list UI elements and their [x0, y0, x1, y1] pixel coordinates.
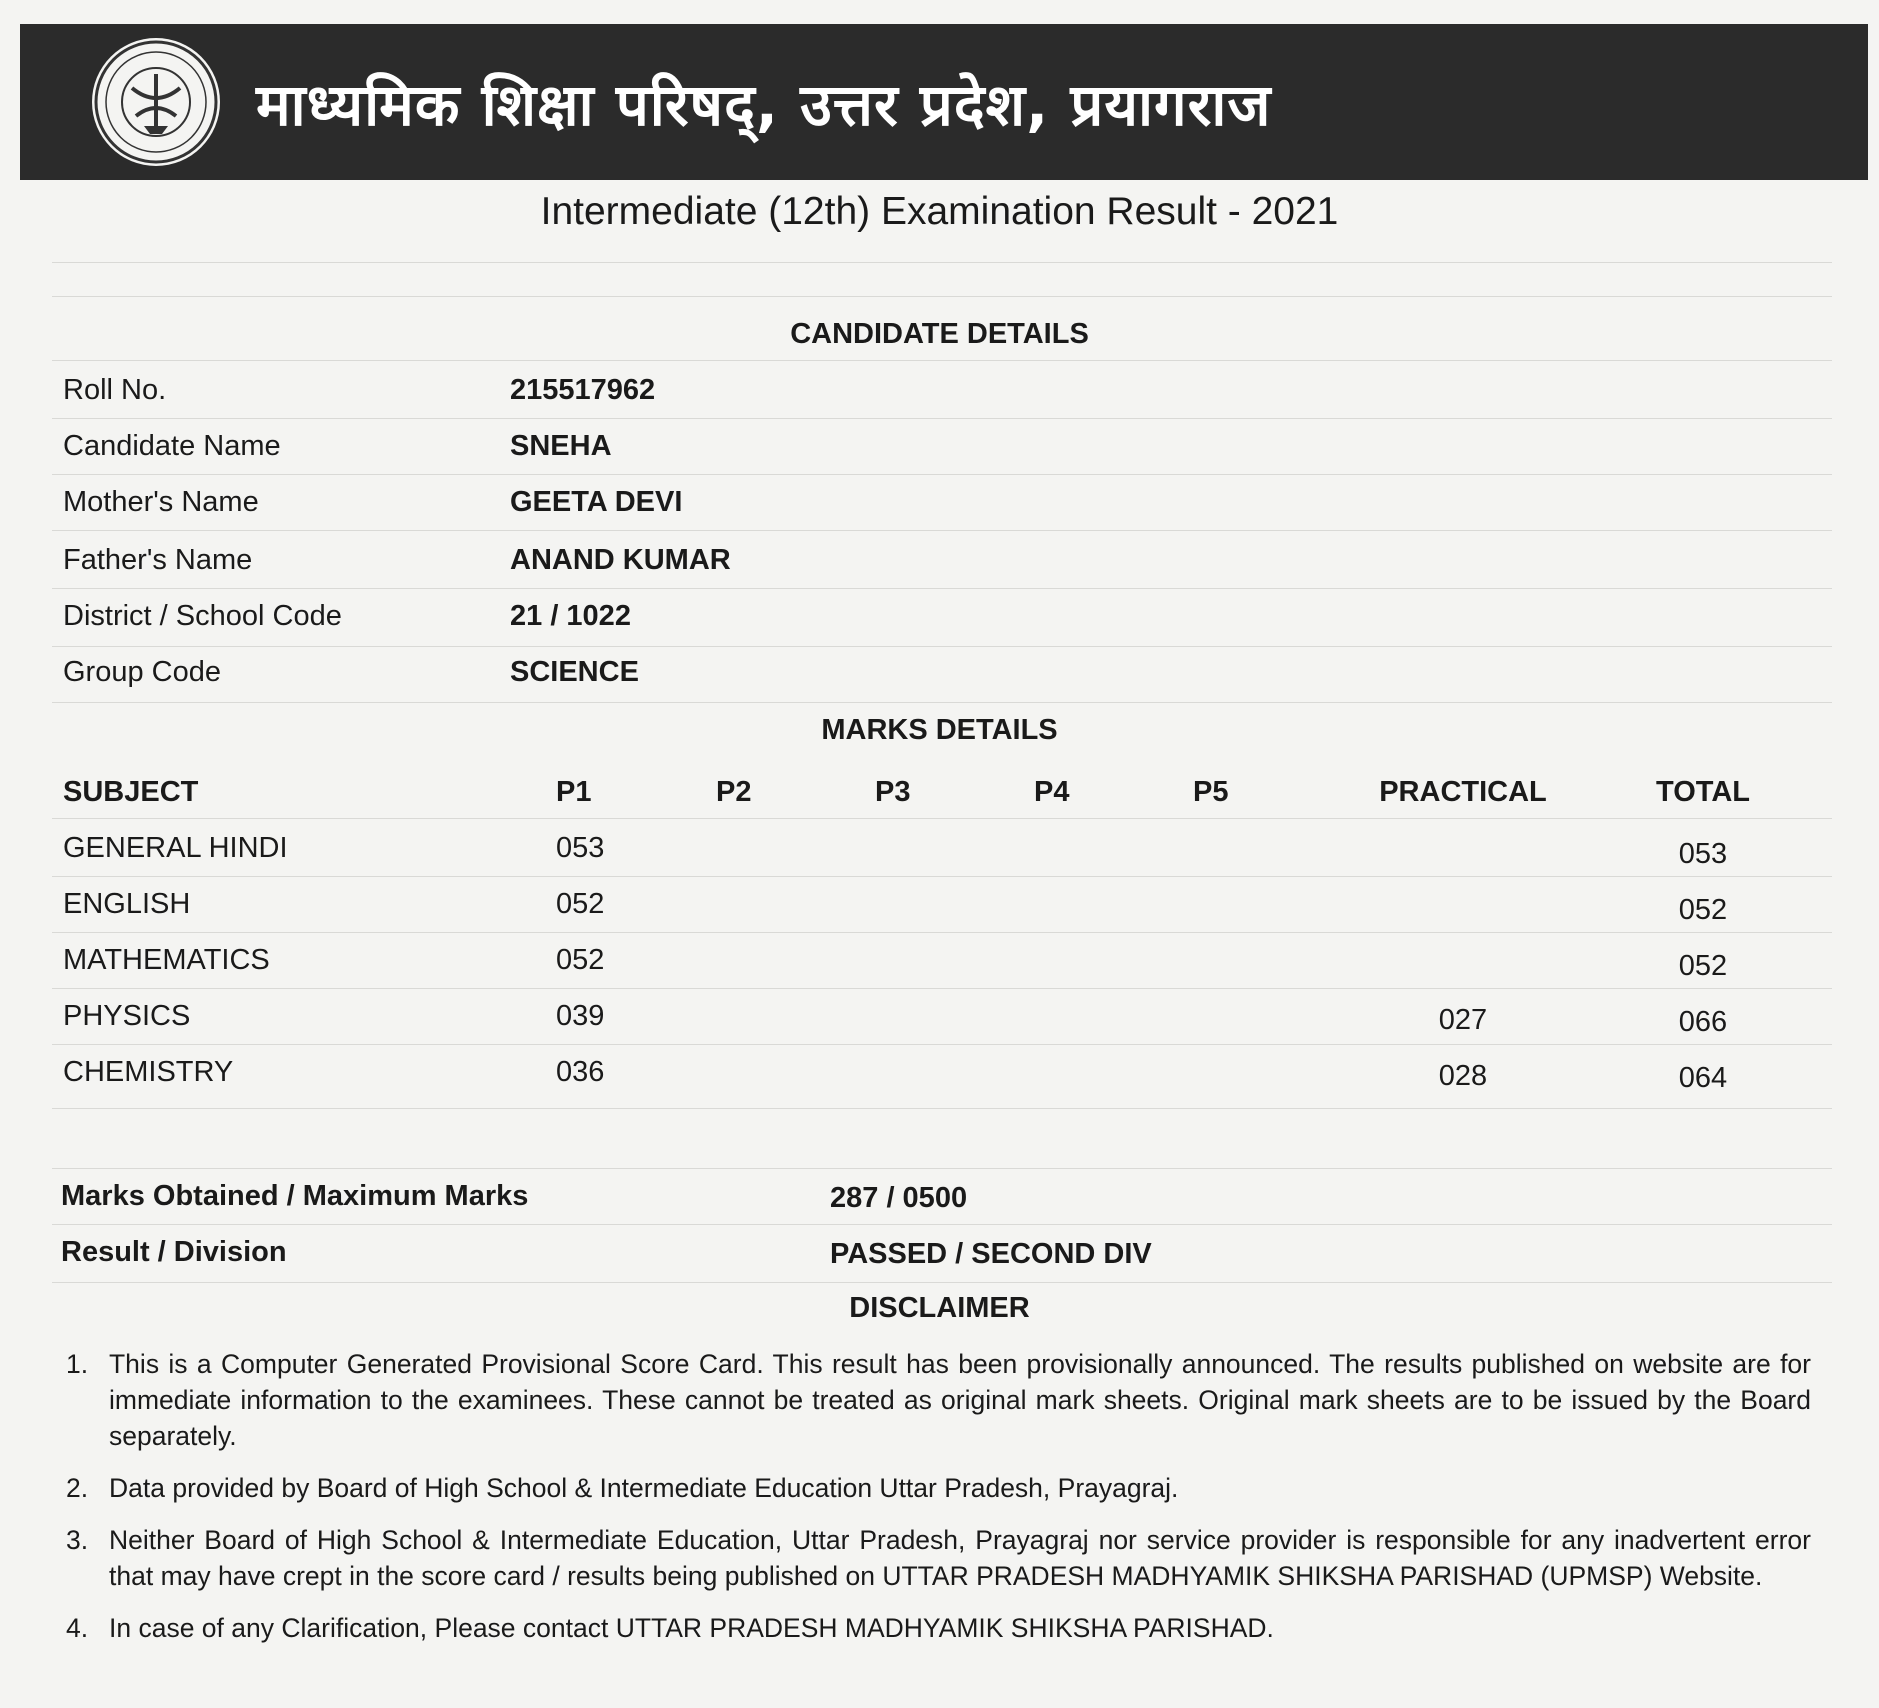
- col-total: TOTAL: [1656, 776, 1750, 808]
- candidate-details-heading: CANDIDATE DETAILS: [790, 318, 1089, 350]
- divider: [52, 262, 1832, 263]
- detail-value: SCIENCE: [510, 655, 639, 688]
- detail-label: Candidate Name: [63, 429, 281, 462]
- disclaimer-text: Neither Board of High School & Intermediate Education, Uttar Pradesh, Prayagraj nor service provider is responsible for any inadvertent error that may have crept in the score card / results being published on UTTAR PRADESH MADHYAMIK SHIKSHA PARISHAD (UPMSP) Website.: [109, 1525, 1811, 1591]
- col-p1: P1: [556, 776, 592, 808]
- total-cell: 064: [1678, 1062, 1728, 1094]
- detail-row-candidate-name: [63, 418, 1823, 474]
- col-p4: P4: [1034, 776, 1070, 808]
- marks-row-general-hindi: [63, 820, 1823, 876]
- disclaimer-item: [66, 1470, 1811, 1506]
- detail-row-mother-name: [63, 474, 1823, 530]
- detail-label: Roll No.: [63, 373, 167, 406]
- divider: [52, 1282, 1832, 1283]
- disclaimer-item: [66, 1610, 1811, 1646]
- practical-cell: 027: [1438, 1004, 1488, 1036]
- subject-cell: ENGLISH: [63, 888, 191, 920]
- up-board-seal-icon: [92, 38, 220, 166]
- marks-details-heading: MARKS DETAILS: [821, 714, 1058, 746]
- practical-cell: 028: [1438, 1060, 1488, 1092]
- marks-row-chemistry: [63, 1044, 1823, 1100]
- detail-row-district-school-code: [63, 588, 1823, 644]
- marks-obtained-label: Marks Obtained / Maximum Marks: [61, 1180, 529, 1212]
- detail-row-group-code: [63, 644, 1823, 700]
- detail-row-father-name: [63, 532, 1823, 588]
- marks-row-english: [63, 876, 1823, 932]
- p1-cell: 036: [556, 1056, 605, 1088]
- p1-cell: 053: [556, 832, 605, 864]
- result-division-value: PASSED / SECOND DIV: [830, 1238, 1152, 1270]
- col-subject: SUBJECT: [63, 776, 199, 808]
- divider: [52, 818, 1832, 819]
- divider: [52, 1108, 1832, 1109]
- p1-cell: 052: [556, 944, 605, 976]
- col-p3: P3: [875, 776, 911, 808]
- board-name: माध्यमिक शिक्षा परिषद्, उत्तर प्रदेश, प्रयागराज: [256, 70, 1272, 139]
- marks-header-row: [63, 764, 1823, 820]
- disclaimer-number: 1.: [66, 1349, 89, 1379]
- disclaimer-item: [66, 1522, 1811, 1594]
- divider: [52, 702, 1832, 703]
- disclaimer-text: This is a Computer Generated Provisional Score Card. This result has been provisionally announced. The results published on website are for immediate information to the examinees. These cannot be treated as original mark sheets. Original mark sheets are to be issued by the Board separately.: [109, 1349, 1811, 1451]
- detail-value: 21 / 1022: [510, 599, 631, 632]
- subject-cell: GENERAL HINDI: [63, 832, 288, 864]
- detail-row-roll-no: [63, 362, 1823, 418]
- detail-value: 215517962: [510, 373, 656, 406]
- col-p2: P2: [716, 776, 752, 808]
- exam-title: Intermediate (12th) Examination Result - 2021: [540, 190, 1339, 233]
- disclaimer-item: [66, 1346, 1811, 1454]
- disclaimer-text: In case of any Clarification, Please contact UTTAR PRADESH MADHYAMIK SHIKSHA PARISHAD.: [109, 1613, 1274, 1643]
- detail-value: ANAND KUMAR: [510, 543, 731, 576]
- detail-label: Father's Name: [63, 543, 253, 576]
- total-cell: 066: [1678, 1006, 1728, 1038]
- disclaimer-number: 2.: [66, 1473, 89, 1503]
- col-practical: PRACTICAL: [1379, 776, 1547, 808]
- subject-cell: CHEMISTRY: [63, 1056, 234, 1088]
- divider: [52, 296, 1832, 297]
- total-cell: 052: [1678, 950, 1728, 982]
- p1-cell: 039: [556, 1000, 605, 1032]
- disclaimer-number: 4.: [66, 1613, 89, 1643]
- divider: [52, 360, 1832, 361]
- detail-label: District / School Code: [63, 599, 342, 632]
- divider: [52, 530, 1832, 531]
- col-p5: P5: [1193, 776, 1229, 808]
- detail-label: Mother's Name: [63, 485, 259, 518]
- marks-row-mathematics: [63, 932, 1823, 988]
- result-division-row: [61, 1224, 1821, 1280]
- p1-cell: 052: [556, 888, 605, 920]
- result-division-label: Result / Division: [61, 1236, 287, 1268]
- disclaimer-text: Data provided by Board of High School & Intermediate Education Uttar Pradesh, Prayagraj.: [109, 1473, 1179, 1503]
- total-cell: 052: [1678, 894, 1728, 926]
- marks-obtained-row: [61, 1168, 1821, 1224]
- subject-cell: MATHEMATICS: [63, 944, 270, 976]
- subject-cell: PHYSICS: [63, 1000, 191, 1032]
- disclaimer-list: [66, 1346, 1811, 1662]
- disclaimer-heading: DISCLAIMER: [849, 1292, 1030, 1324]
- total-cell: 053: [1678, 838, 1728, 870]
- marks-row-physics: [63, 988, 1823, 1044]
- board-header: [20, 24, 1868, 180]
- detail-label: Group Code: [63, 655, 221, 688]
- disclaimer-number: 3.: [66, 1525, 89, 1555]
- marks-obtained-value: 287 / 0500: [830, 1182, 968, 1214]
- detail-value: SNEHA: [510, 429, 612, 462]
- detail-value: GEETA DEVI: [510, 485, 683, 518]
